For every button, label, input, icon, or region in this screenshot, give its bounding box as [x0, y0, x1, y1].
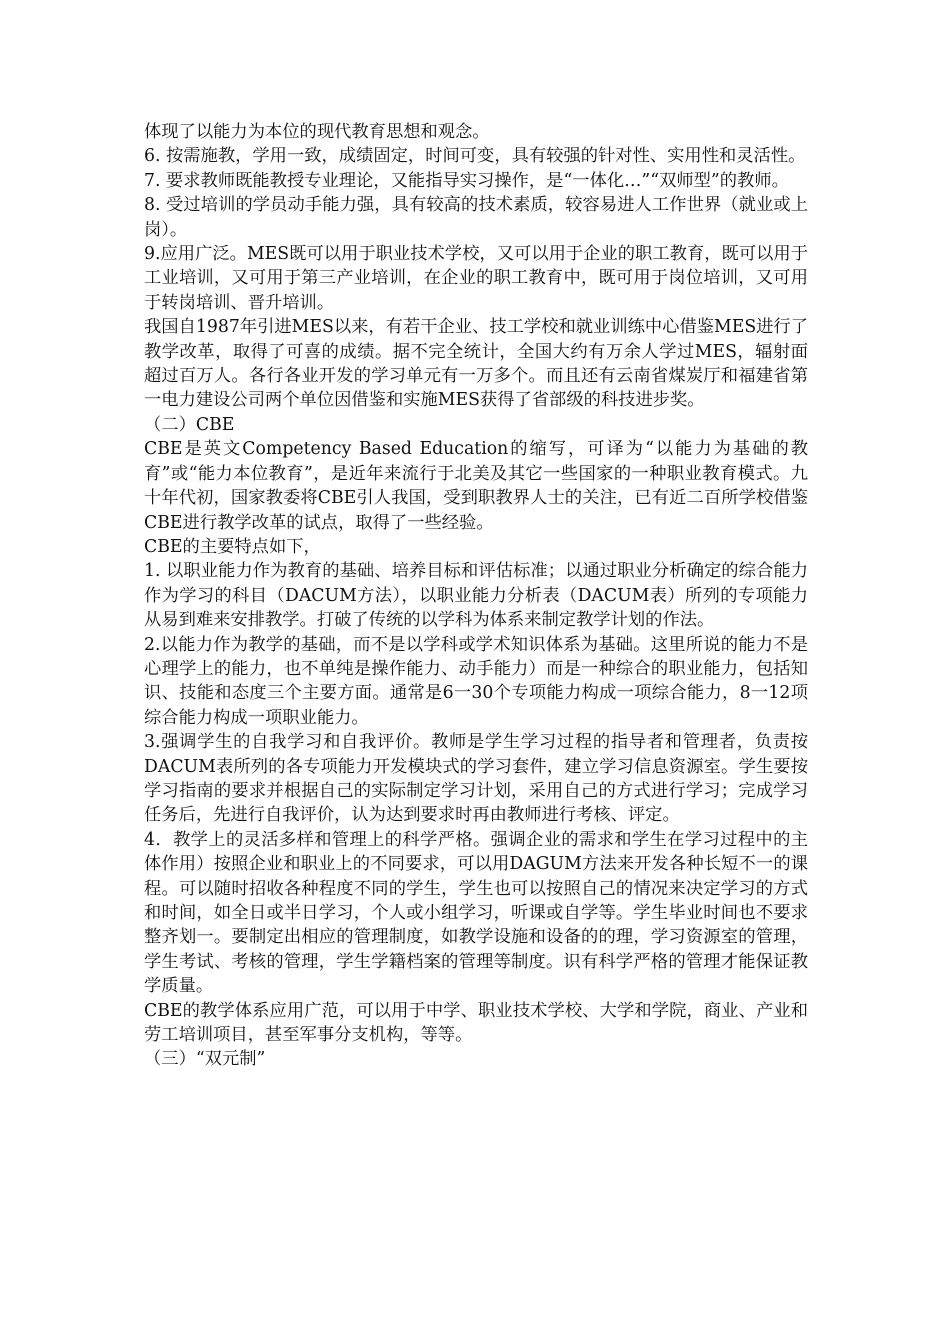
section-heading-cbe: （二）CBE [144, 414, 235, 435]
paragraph-cbe-point-2: 2.以能力作为教学的基础，而不是以学科或学术知识体系为基础。这里所说的能力不是心理学上的能力，也不单纯是操作能力、动手能力）而是一种综合的职业能力，包括知识、技能和态度三个主要方面。通常是6一30个专项能力构成一项综合能力，8一12项综合能力构成一项职业能力。 [144, 634, 808, 728]
paragraph-cbe-point-4: 4．教学上的灵活多样和管理上的科学严格。强调企业的需求和学生在学习过程中的主体作用）按照企业和职业上的不同要求，可以用DAGUM方法来开发各种长短不一的课程。可以随时招收各种程度不同的学生，学生也可以按照自己的情况来决定学习的方式和时间，如全日或半日学习，个人或小组学习，听课或自学等。学生毕业时间也不要求整齐划一。要制定出相应的管理制度，如教学设施和设备的的理，学习资源室的管理，学生考试、考核的管理，学生学籍档案的管理等制度。识有科学严格的管理才能保证教学质量。 [144, 829, 808, 997]
document-body [144, 120, 808, 1072]
paragraph-mes-point-6: 6. 按需施教，学用一致，成绩固定，时间可变，具有较强的针对性、实用性和灵活性。 [144, 146, 806, 167]
section-heading-dual-system: （三）“双元制” [144, 1049, 266, 1070]
paragraph-mes-adoption: 我国自1987年引进MES以来，有若干企业、技工学校和就业训练中心借鉴MES进行了教学改革，取得了可喜的成绩。据不完全统计，全国大约有万余人学过MES，辐射面超过百万人。各行各业开发的学习单元有一万多个。而且还有云南省煤炭厅和福建省第一电力建设公司两个单位因借鉴和实施MES获得了省部级的科技进步奖。 [144, 317, 808, 411]
paragraph-cbe-features-lead: CBE的主要特点如下， [144, 536, 321, 557]
paragraph-mes-point-7: 7. 要求教师既能教授专业理论，又能指导实习操作，是“一体化…”“双师型”的教师。 [144, 170, 789, 191]
paragraph-cbe-application: CBE的教学体系应用广范，可以用于中学、职业技术学校、大学和学院，商业、产业和劳工培训项目，甚至军事分支机构，等等。 [144, 1000, 808, 1046]
paragraph-cbe-point-3: 3.强调学生的自我学习和自我评价。教师是学生学习过程的指导者和管理者，负责按DACUM表所列的各专项能力开发模块式的学习套件，建立学习信息资源室。学生要按学习指南的要求并根据自己的实际制定学习计划，采用自己的方式进行学习；完成学习任务后，先进行自我评价，认为达到要求时再由教师进行考核、评定。 [144, 732, 808, 826]
paragraph-continuation: 体现了以能力为本位的现代教育思想和观念。 [144, 122, 490, 142]
paragraph-cbe-intro: CBE是英文Competency Based Education的缩写，可译为“以能力为基础的教育”或“能力本位教育”，是近年来流行于北美及其它一些国家的一种职业教育模式。九十年代初，国家教委将CBE引人我国，受到职教界人士的关注，已有近二百所学校借鉴CBE进行教学改革的试点，取得了一些经验。 [144, 439, 808, 533]
paragraph-mes-point-8: 8. 受过培训的学员动手能力强，具有较高的技术素质，较容易进人工作世界（就业或上岗）。 [144, 195, 808, 240]
paragraph-cbe-point-1: 1. 以职业能力作为教育的基础、培养目标和评估标准；以通过职业分析确定的综合能力作为学习的科目（DACUM方法），以职业能力分析表（DACUM表）所列的专项能力从易到难来安排教学。打破了传统的以学科为体系来制定教学计划的作法。 [144, 561, 808, 631]
paragraph-mes-point-9: 9.应用广泛。MES既可以用于职业技术学校，又可以用于企业的职工教育，既可以用于工业培训，又可用于第三产业培训，在企业的职工教育中，既可用于岗位培训，又可用于转岗培训、晋升培训。 [144, 244, 808, 313]
